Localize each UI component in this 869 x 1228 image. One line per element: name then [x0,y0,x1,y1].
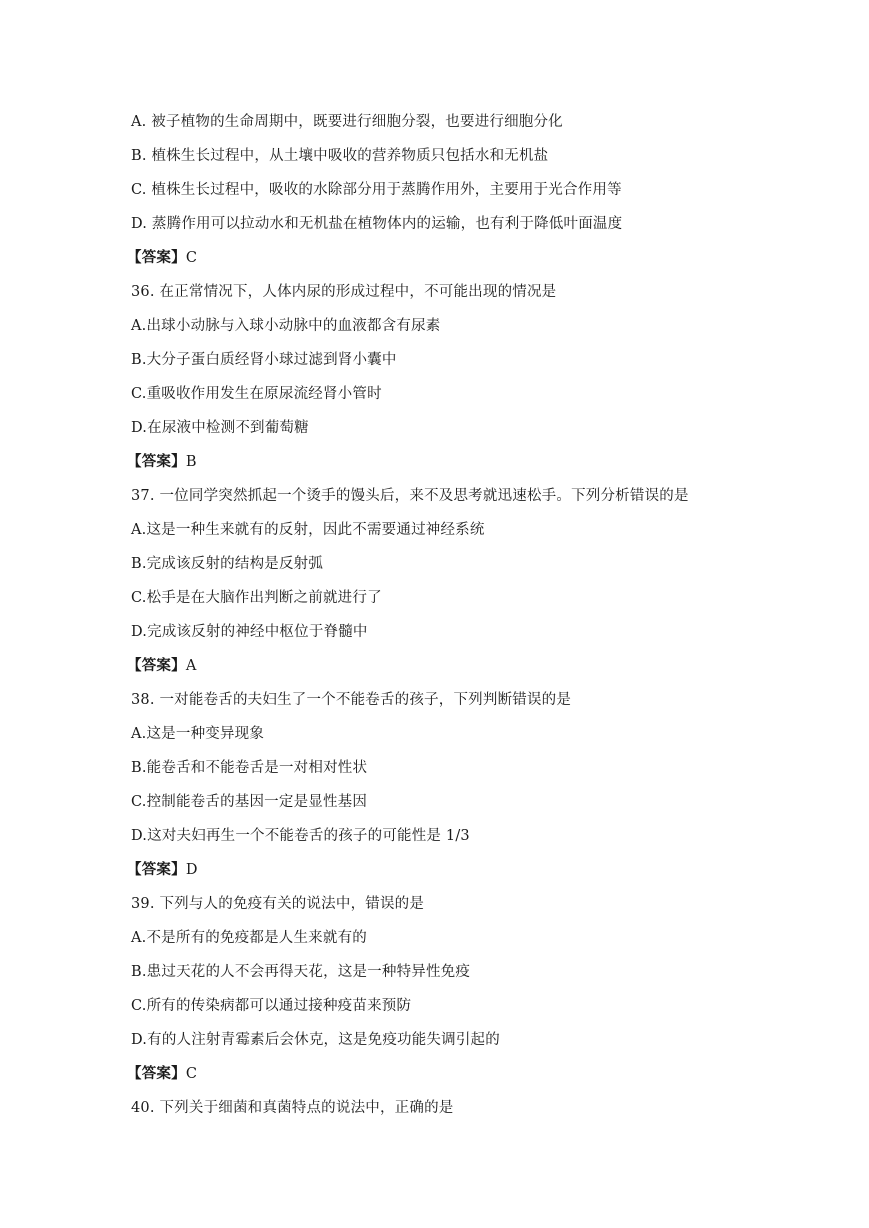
q35-option-b: B. 植株生长过程中，从土壤中吸收的营养物质只包括水和无机盐 [131,148,549,164]
q36-answer-value: B [185,454,197,470]
q37-stem: 37. 一位同学突然抓起一个烫手的馒头后，来不及思考就迅速松手。下列分析错误的是 [131,488,689,504]
q36-answer [127,449,751,483]
q36-option-a: A.出球小动脉与入球小动脉中的血液都含有尿素 [131,318,441,334]
q35-option-a: A. 被子植物的生命周期中，既要进行细胞分裂，也要进行细胞分化 [131,114,563,130]
q37-answer [127,653,751,687]
q36-answer-label: 【答案】 [127,453,186,470]
q39-option-c: C.所有的传染病都可以通过接种疫苗来预防 [131,998,412,1014]
q37-option-a: A.这是一种生来就有的反射，因此不需要通过神经系统 [131,522,485,538]
q35-answer-label: 【答案】 [127,249,186,266]
q36-option-d: D.在尿液中检测不到葡萄糖 [131,420,309,436]
q37-option-b: B.完成该反射的结构是反射弧 [131,556,324,572]
q35-answer-value: C [185,250,198,266]
question-content [127,109,751,1129]
q39-answer-value: C [185,1066,198,1082]
q38-option-b: B.能卷舌和不能卷舌是一对相对性状 [131,760,368,776]
q35-option-d: D. 蒸腾作用可以拉动水和无机盐在植物体内的运输，也有利于降低叶面温度 [131,216,623,232]
q37-option-d: D.完成该反射的神经中枢位于脊髓中 [131,624,368,640]
q40-stem: 40. 下列关于细菌和真菌特点的说法中，正确的是 [131,1100,454,1116]
q39-option-d: D.有的人注射青霉素后会休克，这是免疫功能失调引起的 [131,1032,500,1048]
q36-option-c: C.重吸收作用发生在原尿流经肾小管时 [131,386,382,402]
q39-answer [127,1061,751,1095]
q38-answer-label: 【答案】 [127,861,186,878]
q38-answer-value: D [185,862,198,878]
q37-answer-value: A [185,658,197,674]
q39-stem: 39. 下列与人的免疫有关的说法中，错误的是 [131,896,425,912]
q38-option-a: A.这是一种变异现象 [131,726,265,742]
q38-option-d: D.这对夫妇再生一个不能卷舌的孩子的可能性是 1/3 [131,828,470,844]
q35-answer [127,245,751,279]
q38-answer [127,857,751,891]
q37-option-c: C.松手是在大脑作出判断之前就进行了 [131,590,382,606]
q39-option-a: A.不是所有的免疫都是人生来就有的 [131,930,367,946]
q35-option-c: C. 植株生长过程中，吸收的水除部分用于蒸腾作用外，主要用于光合作用等 [131,182,622,198]
q39-answer-label: 【答案】 [127,1065,186,1082]
q36-option-b: B.大分子蛋白质经肾小球过滤到肾小囊中 [131,352,397,368]
q37-answer-label: 【答案】 [127,657,186,674]
q38-stem: 38. 一对能卷舌的夫妇生了一个不能卷舌的孩子，下列判断错误的是 [131,692,572,708]
q36-stem: 36. 在正常情况下，人体内尿的形成过程中，不可能出现的情况是 [131,284,557,300]
q39-option-b: B.患过天花的人不会再得天花，这是一种特异性免疫 [131,964,471,980]
q38-option-c: C.控制能卷舌的基因一定是显性基因 [131,794,368,810]
